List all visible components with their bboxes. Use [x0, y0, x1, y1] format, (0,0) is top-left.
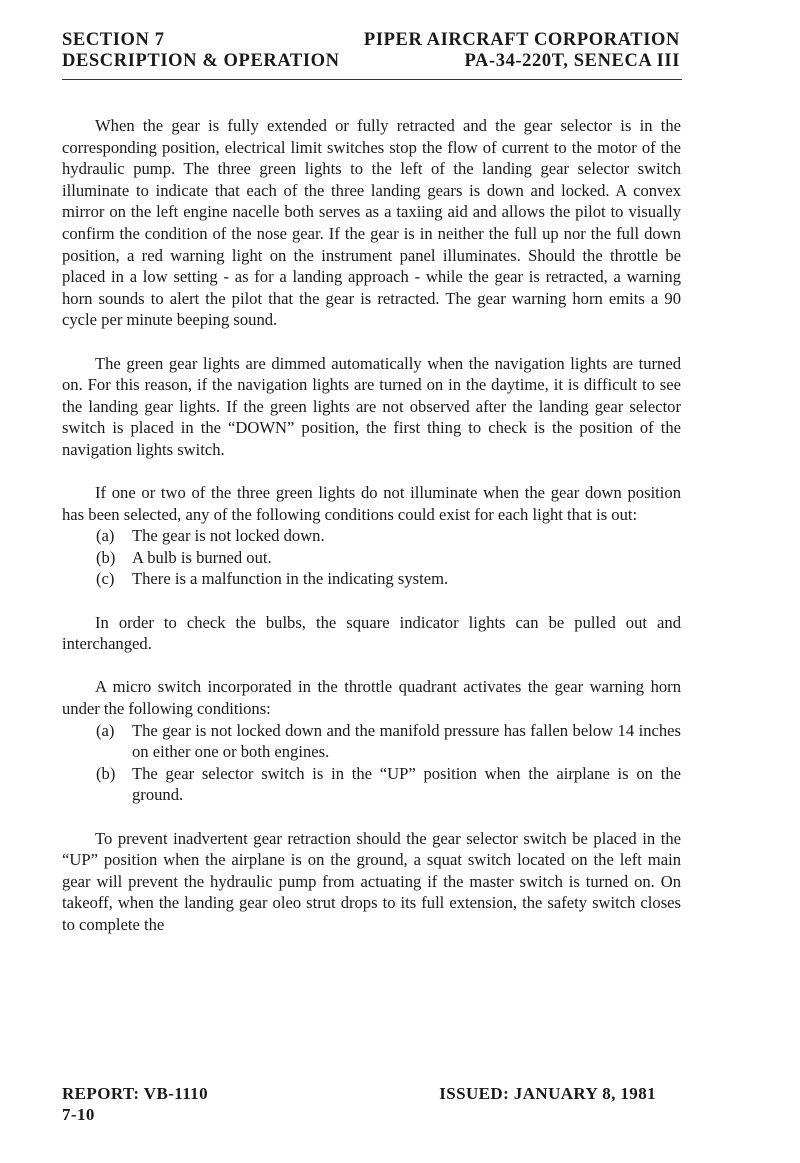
aircraft-model: PA-34-220T, SENECA III [464, 51, 680, 71]
list-marker: (b) [96, 763, 116, 783]
list-item [62, 720, 681, 763]
paragraph: A micro switch incorporated in the throttle quadrant activates the gear warning horn under the following conditions: [62, 677, 681, 719]
header-rule [62, 79, 682, 80]
list-marker: (b) [96, 547, 116, 567]
page-header [62, 30, 680, 72]
list-marker: (a) [96, 720, 115, 740]
document-body [62, 115, 681, 957]
list-text: A bulb is burned out. [132, 547, 272, 567]
paragraph: In order to check the bulbs, the square indicator lights can be pulled out and interchanged. [62, 612, 681, 654]
report-number: REPORT: VB-1110 [62, 1084, 208, 1103]
list-text: The gear is not locked down and the manifold pressure has fallen below 14 inches on either one or both engines. [132, 720, 681, 762]
list-item [62, 547, 681, 569]
company-name: PIPER AIRCRAFT CORPORATION [363, 30, 680, 50]
page-footer [62, 1083, 656, 1125]
paragraph: If one or two of the three green lights do not illuminate when the gear down position has been selected, any of the following conditions could exist for each light that is out: [62, 483, 681, 524]
condition-list [62, 720, 681, 806]
list-text: The gear selector switch is in the “UP” position when the airplane is on the ground. [132, 763, 681, 805]
section-title: DESCRIPTION & OPERATION [62, 51, 340, 71]
list-item [62, 568, 681, 590]
list-text: The gear is not locked down. [132, 526, 325, 546]
section-label: SECTION 7 [62, 30, 165, 50]
paragraph: To prevent inadvertent gear retraction should the gear selector switch be placed in the “UP” position when the airplane is on the ground, a squat switch located on the left main gear will prevent the hydraulic pump from actuating if the master switch is turned on. On takeoff, when the landing gear oleo strut drops to its full extension, the safety switch closes to complete the [62, 828, 681, 934]
list-text: There is a malfunction in the indicating system. [132, 569, 449, 589]
list-marker: (c) [96, 569, 115, 589]
page-number: 7-10 [62, 1105, 95, 1124]
list-item [62, 525, 681, 547]
list-item [62, 763, 681, 806]
issue-date: ISSUED: JANUARY 8, 1981 [439, 1084, 656, 1103]
list-marker: (a) [96, 526, 115, 546]
paragraph: The green gear lights are dimmed automatically when the navigation lights are turned on. For this reason, if the navigation lights are turned on in the daytime, it is difficult to see the landing gear lights. If the green lights are not observed after the landing gear selector switch is placed in the “DOWN” position, the first thing to check is the position of the navigation lights switch. [62, 353, 681, 459]
paragraph: When the gear is fully extended or fully retracted and the gear selector is in the corresponding position, electrical limit switches stop the flow of current to the motor of the hydraulic pump. The three green lights to the left of the landing gear selector switch illuminate to indicate that each of the three landing gears is down and locked. A convex mirror on the left engine nacelle both serves as a taxiing aid and allows the pilot to visually confirm the condition of the nose gear. If the gear is in neither the full up nor the full down position, a red warning light on the instrument panel illuminates. Should the throttle be placed in a low setting - as for a landing approach - while the gear is retracted, a warning horn sounds to alert the pilot that the gear is retracted. The gear warning horn emits a 90 cycle per minute beeping sound. [62, 116, 681, 330]
condition-list [62, 525, 681, 590]
